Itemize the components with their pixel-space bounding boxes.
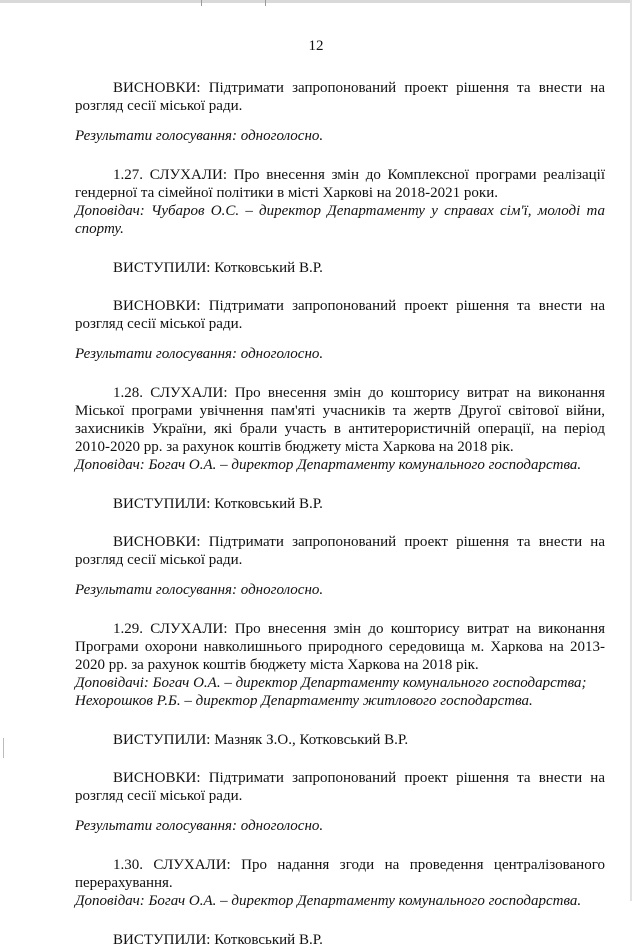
- heard-paragraph: 1.28. СЛУХАЛИ: Про внесення змін до кошторису витрат на виконання Міської програми увічнення пам'яті учасників та жертв Другої світової війни, захисників України, які брали участь в антитерористичній операції, на період 2010-2020 рр. за рахунок коштів бюджету міста Харкова на 2018 рік.: [75, 385, 605, 455]
- heard-paragraph: 1.30. СЛУХАЛИ: Про надання згоди на проведення централізованого перерахування.: [75, 857, 605, 891]
- reporter-line: Нехорошков Р.Б. – директор Департаменту житлового господарства.: [75, 693, 533, 709]
- conclusions-paragraph: ВИСНОВКИ: Підтримати запропонований проект рішення та внести на розгляд сесії міської ради.: [75, 298, 605, 332]
- conclusions-paragraph: ВИСНОВКИ: Підтримати запропонований проект рішення та внести на розгляд сесії міської ради.: [75, 80, 605, 114]
- reporter-line: Доповідачі: Богач О.А. – директор Департаменту комунального господарства;: [75, 675, 587, 691]
- spoke-line: ВИСТУПИЛИ: Котковський В.Р.: [113, 260, 323, 276]
- scan-mark: [3, 738, 4, 758]
- reporter-line: Доповідач: Богач О.А. – директор Департаменту комунального господарства.: [75, 457, 582, 473]
- conclusions-paragraph: ВИСНОВКИ: Підтримати запропонований проект рішення та внести на розгляд сесії міської ради.: [75, 770, 605, 804]
- vote-result: Результати голосування: одноголосно.: [75, 818, 324, 834]
- document-body: [75, 79, 605, 949]
- conclusions-paragraph: ВИСНОВКИ: Підтримати запропонований проект рішення та внести на розгляд сесії міської ради.: [75, 534, 605, 568]
- scan-mark: [201, 0, 202, 6]
- vote-result: Результати голосування: одноголосно.: [75, 128, 324, 144]
- spoke-line: ВИСТУПИЛИ: Котковський В.Р.: [113, 496, 323, 512]
- reporter-line: Доповідач: Чубаров О.С. – директор Департаменту у справах сім'ї, молоді та спорту.: [75, 203, 605, 237]
- heard-paragraph: 1.27. СЛУХАЛИ: Про внесення змін до Комплексної програми реалізації гендерної та сімейної політики в місті Харкові на 2018-2021 роки.: [75, 167, 605, 201]
- spoke-line: ВИСТУПИЛИ: Котковський В.Р.: [113, 932, 323, 948]
- scan-mark: [265, 0, 266, 6]
- page-top-edge: [0, 0, 632, 3]
- vote-result: Результати голосування: одноголосно.: [75, 346, 324, 362]
- heard-paragraph: 1.29. СЛУХАЛИ: Про внесення змін до кошторису витрат на виконання Програми охорони навколишнього природного середовища м. Харкова на 2013-2020 рр. за рахунок коштів бюджету міста Харкова на 2018 рік.: [75, 621, 605, 673]
- vote-result: Результати голосування: одноголосно.: [75, 582, 324, 598]
- reporter-line: Доповідач: Богач О.А. – директор Департаменту комунального господарства.: [75, 893, 582, 909]
- page-number: 12: [308, 38, 324, 54]
- spoke-line: ВИСТУПИЛИ: Мазняк З.О., Котковський В.Р.: [113, 732, 409, 748]
